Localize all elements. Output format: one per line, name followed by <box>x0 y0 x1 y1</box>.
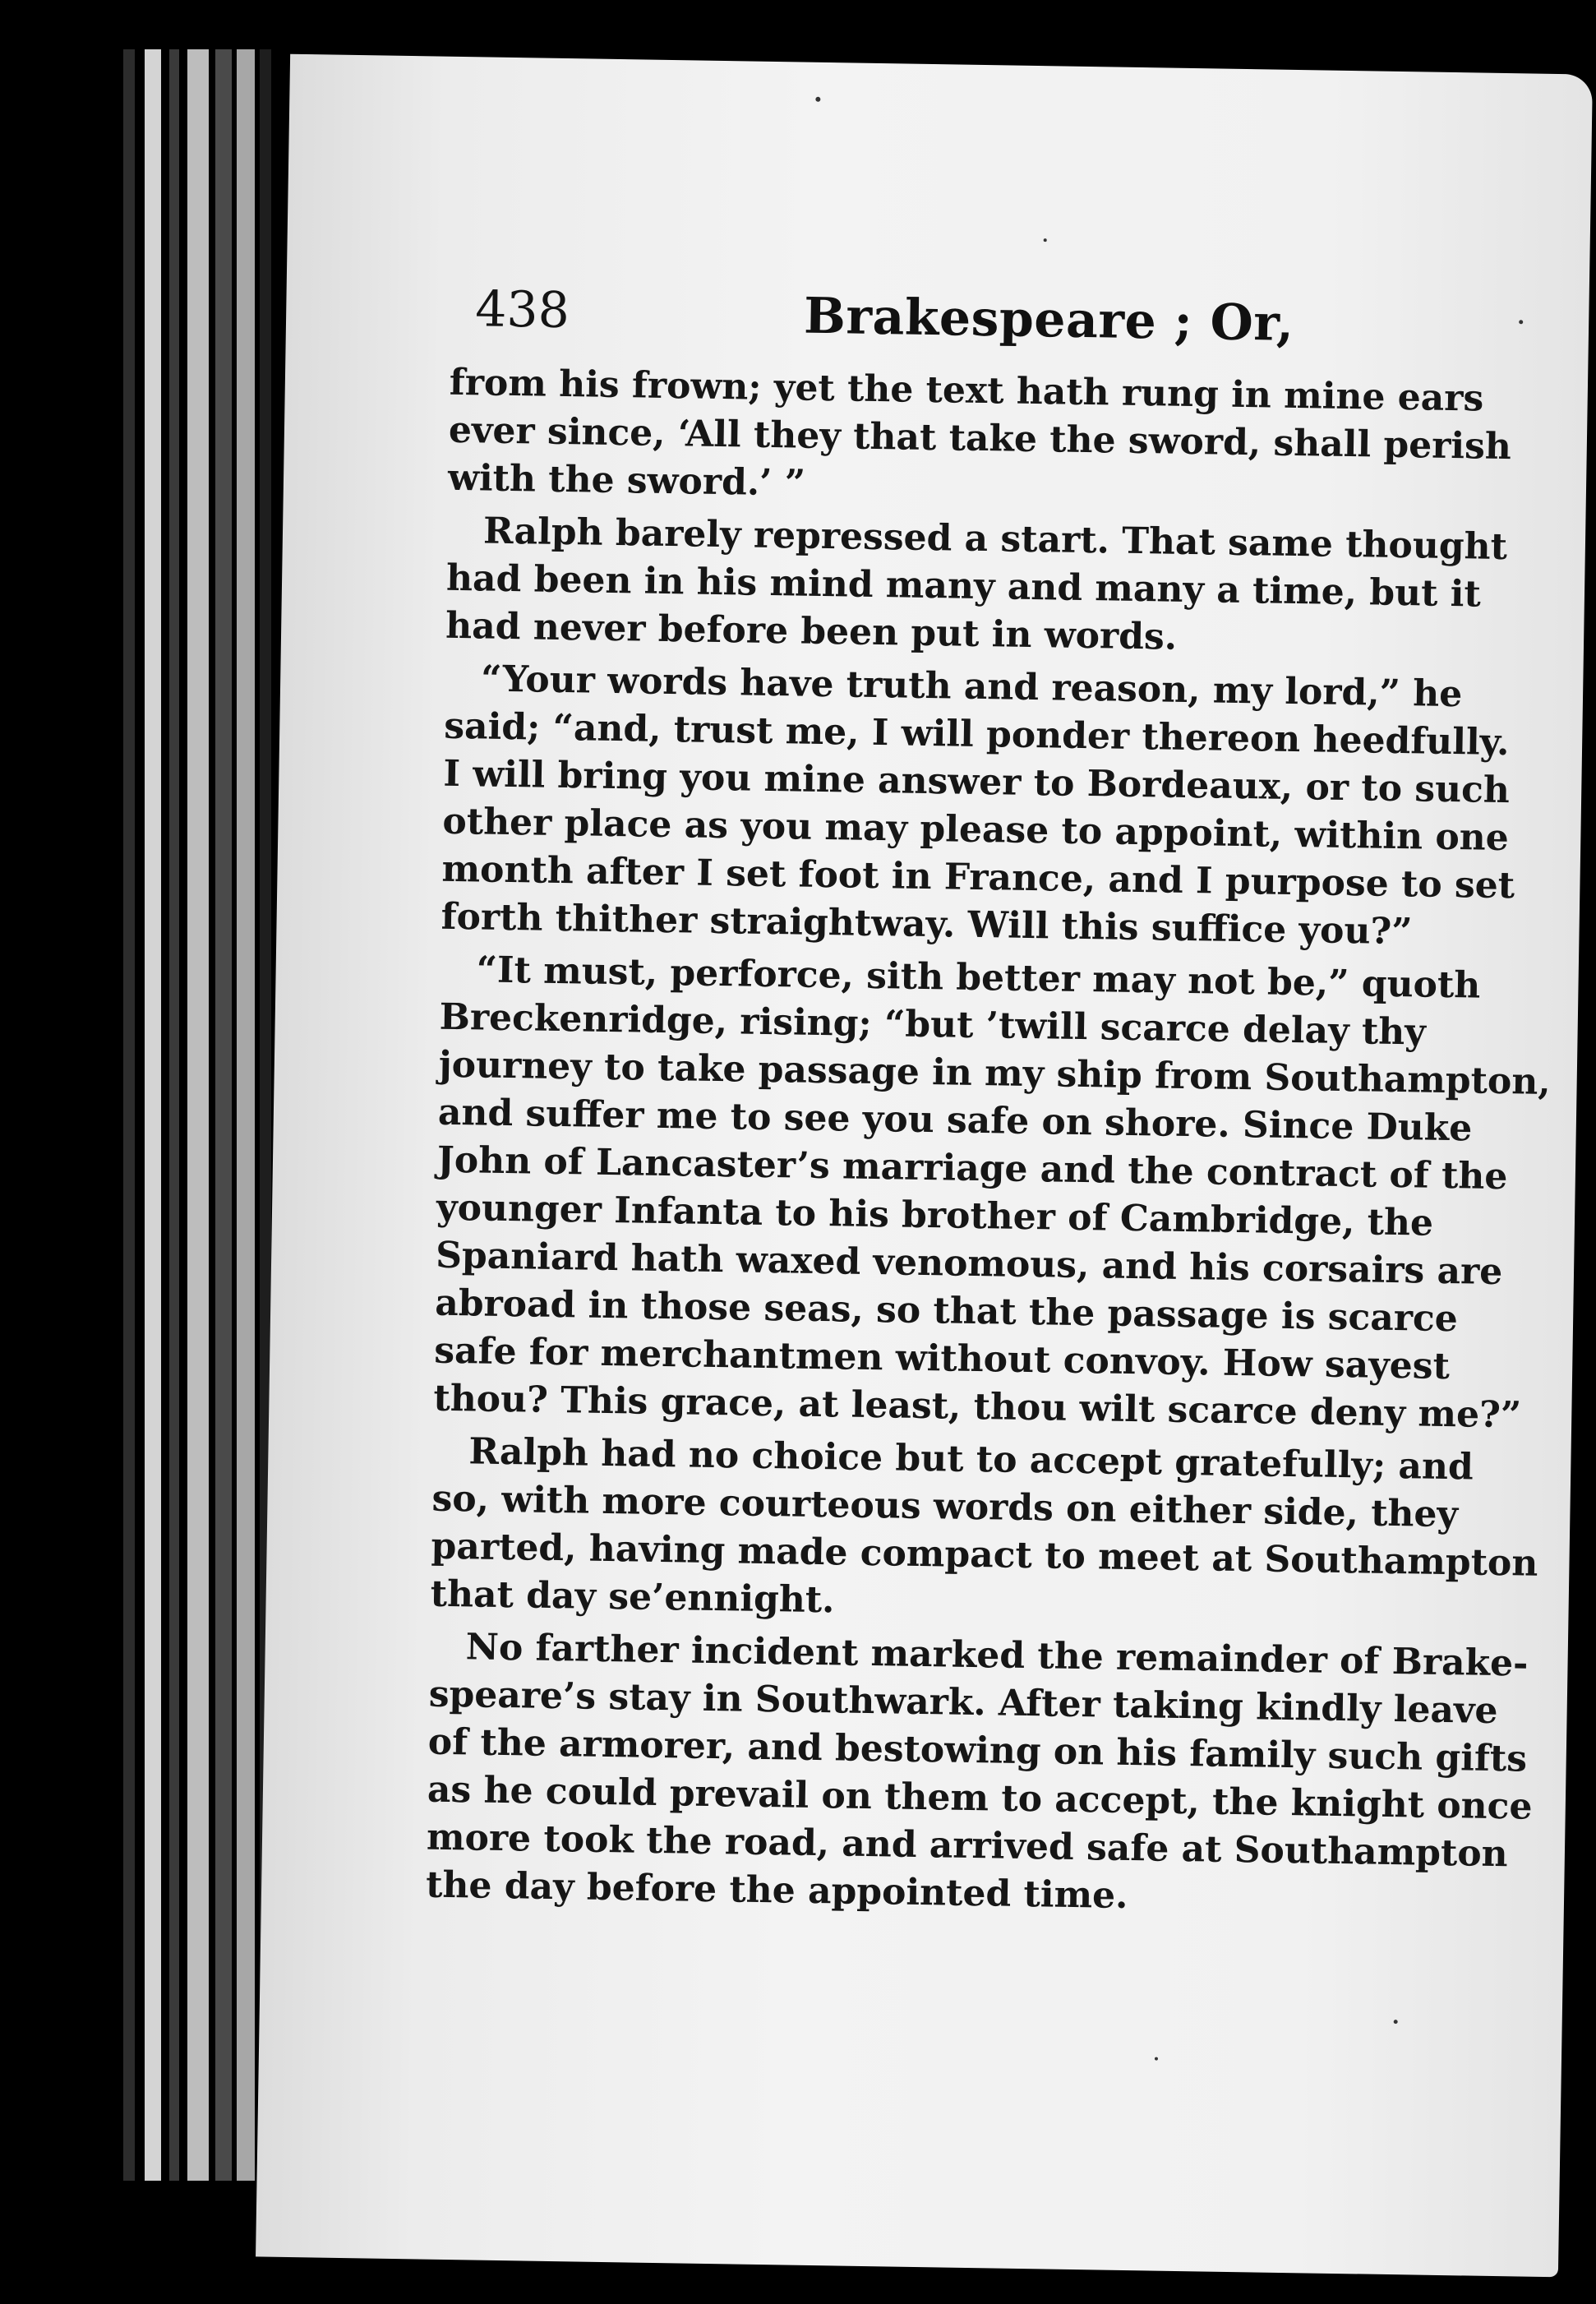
book-edge <box>237 49 255 2181</box>
text-line: as he could prevail on them to accept, the knight once <box>427 1768 1533 1828</box>
text-line: had never before been put in words. <box>445 604 1178 658</box>
text-line: so, with more courteous words on either side, they <box>431 1477 1459 1536</box>
book-page <box>256 54 1593 2278</box>
text-line: younger Infanta to his brother of Cambridge, the <box>436 1186 1434 1244</box>
text-line: month after I set foot in France, and I purpose to set <box>441 847 1515 907</box>
text-line: thou? This grace, at least, thou wilt scarce deny me?” <box>433 1377 1522 1437</box>
text-line: said; “and, trust me, I will ponder thereon heedfully. <box>443 704 1510 764</box>
text-line: journey to take passage in my ship from Southampton, <box>438 1043 1552 1103</box>
text-line: that day se’ennight. <box>430 1572 835 1622</box>
scan-specks <box>290 54 1593 75</box>
text-line: had been in his mind many and many a time, but it <box>445 556 1482 616</box>
book-edge <box>169 49 179 2181</box>
text-line: parted, having made compact to meet at Southampton <box>431 1525 1538 1585</box>
text-line: from his frown; yet the text hath rung in mine ears <box>449 361 1484 420</box>
text-line: with the sword.’ ” <box>447 456 806 505</box>
text-line: Breckenridge, rising; “but ’twill scarce delay thy <box>439 995 1427 1054</box>
body-text <box>425 359 1552 1924</box>
text-line: and suffer me to see you safe on shore. Since Duke <box>437 1091 1473 1150</box>
text-line: Spaniard hath waxed venomous, and his corsairs are <box>435 1234 1503 1294</box>
book-edge <box>187 49 209 2181</box>
paragraph <box>433 946 1552 1438</box>
paragraph <box>425 1623 1533 1925</box>
text-line: safe for merchantmen without convoy. How sayest <box>433 1329 1451 1388</box>
paragraph <box>447 359 1512 518</box>
text-line: No farther incident marked the remainder of Brake- <box>465 1626 1529 1685</box>
book-edge <box>123 49 135 2181</box>
text-line: more took the road, and arrived safe at Southampton <box>426 1816 1509 1876</box>
running-head: Brakespeare ; Or, <box>803 287 1295 353</box>
paragraph <box>441 655 1515 957</box>
text-line: ever since, ‘All they that take the sword, shall perish <box>448 409 1512 469</box>
text-line: the day before the appointed time. <box>425 1863 1128 1918</box>
book-edge <box>145 49 161 2181</box>
page-number: 438 <box>474 280 570 340</box>
text-line: abroad in those seas, so that the passage is scarce <box>434 1281 1459 1341</box>
text-line: I will bring you mine answer to Bordeaux, or to such <box>443 752 1511 812</box>
text-line: Ralph barely repressed a start. That same thought <box>482 510 1508 569</box>
text-line: of the armorer, and bestowing on his family such gifts <box>427 1720 1528 1780</box>
text-line: Ralph had no choice but to accept gratefully; and <box>468 1430 1474 1489</box>
text-line: John of Lancaster’s marriage and the contract of the <box>436 1138 1508 1198</box>
book-edge <box>215 49 232 2181</box>
text-line: “Your words have truth and reason, my lord,” he <box>480 658 1463 716</box>
text-line: forth thither straightway. Will this suffice you?” <box>441 895 1413 953</box>
text-line: speare’s stay in Southwark. After taking kindly leave <box>428 1673 1498 1733</box>
paragraph <box>445 507 1508 666</box>
text-line: other place as you may please to appoint, within one <box>442 800 1510 860</box>
text-line: “It must, perforce, sith better may not be,” quoth <box>476 949 1481 1007</box>
paragraph <box>430 1428 1538 1634</box>
